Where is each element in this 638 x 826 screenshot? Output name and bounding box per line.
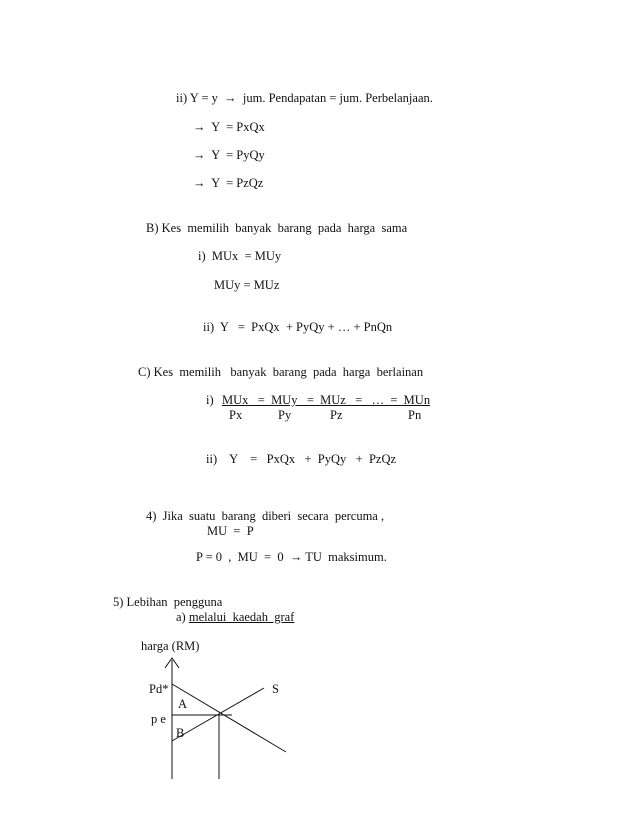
- section-5-sub-prefix: a): [176, 610, 189, 624]
- graph-area-a-label: A: [178, 697, 188, 711]
- section-c-i-prefix: i): [206, 393, 214, 407]
- demand-curve: [172, 684, 286, 752]
- equation-y: → Y = PyQy: [193, 148, 265, 162]
- section-5-heading: 5) Lebihan pengguna: [113, 595, 223, 609]
- section-4-eq2: P = 0 , MU = 0 → TU maksimum.: [196, 550, 387, 564]
- denominator-pn: Pn: [408, 408, 422, 422]
- denominator-pz: Pz: [330, 408, 343, 422]
- graph-pe-label: p e: [151, 712, 166, 726]
- graph-pd-label: Pd*: [149, 682, 169, 696]
- section-b-i-line1: i) MUx = MUy: [198, 249, 282, 263]
- section-c-ii-line: ii) Y = PxQx + PyQy + PzQz: [206, 452, 397, 466]
- section-5-sub-label: melalui kaedah graf: [188, 610, 295, 624]
- section-b-ii-line: ii) Y = PxQx + PyQy + … + PnQn: [203, 320, 393, 334]
- denominator-py: Py: [278, 408, 292, 422]
- section-c-numerators: MUx = MUy = MUz = … = MUn: [222, 393, 431, 407]
- section-c-heading: C) Kes memilih banyak barang pada harga berlainan: [138, 365, 424, 379]
- equation-x: → Y = PxQx: [193, 120, 265, 134]
- section-b-i-line2: MUy = MUz: [214, 278, 280, 292]
- section-4-heading: 4) Jika suatu barang diberi secara percuma ,: [146, 509, 385, 523]
- income-equality-heading: ii) Y = y → jum. Pendapatan = jum. Perbelanjaan.: [176, 91, 433, 105]
- section-b-heading: B) Kes memilih banyak barang pada harga sama: [146, 221, 408, 235]
- section-4-eq1: MU = P: [207, 524, 254, 538]
- graph-s-label: S: [272, 682, 279, 696]
- graph-y-axis-label: harga (RM): [141, 639, 200, 653]
- denominator-px: Px: [229, 408, 243, 422]
- equation-z: → Y = PzQz: [193, 176, 264, 190]
- graph-area-b-label: B: [176, 726, 185, 740]
